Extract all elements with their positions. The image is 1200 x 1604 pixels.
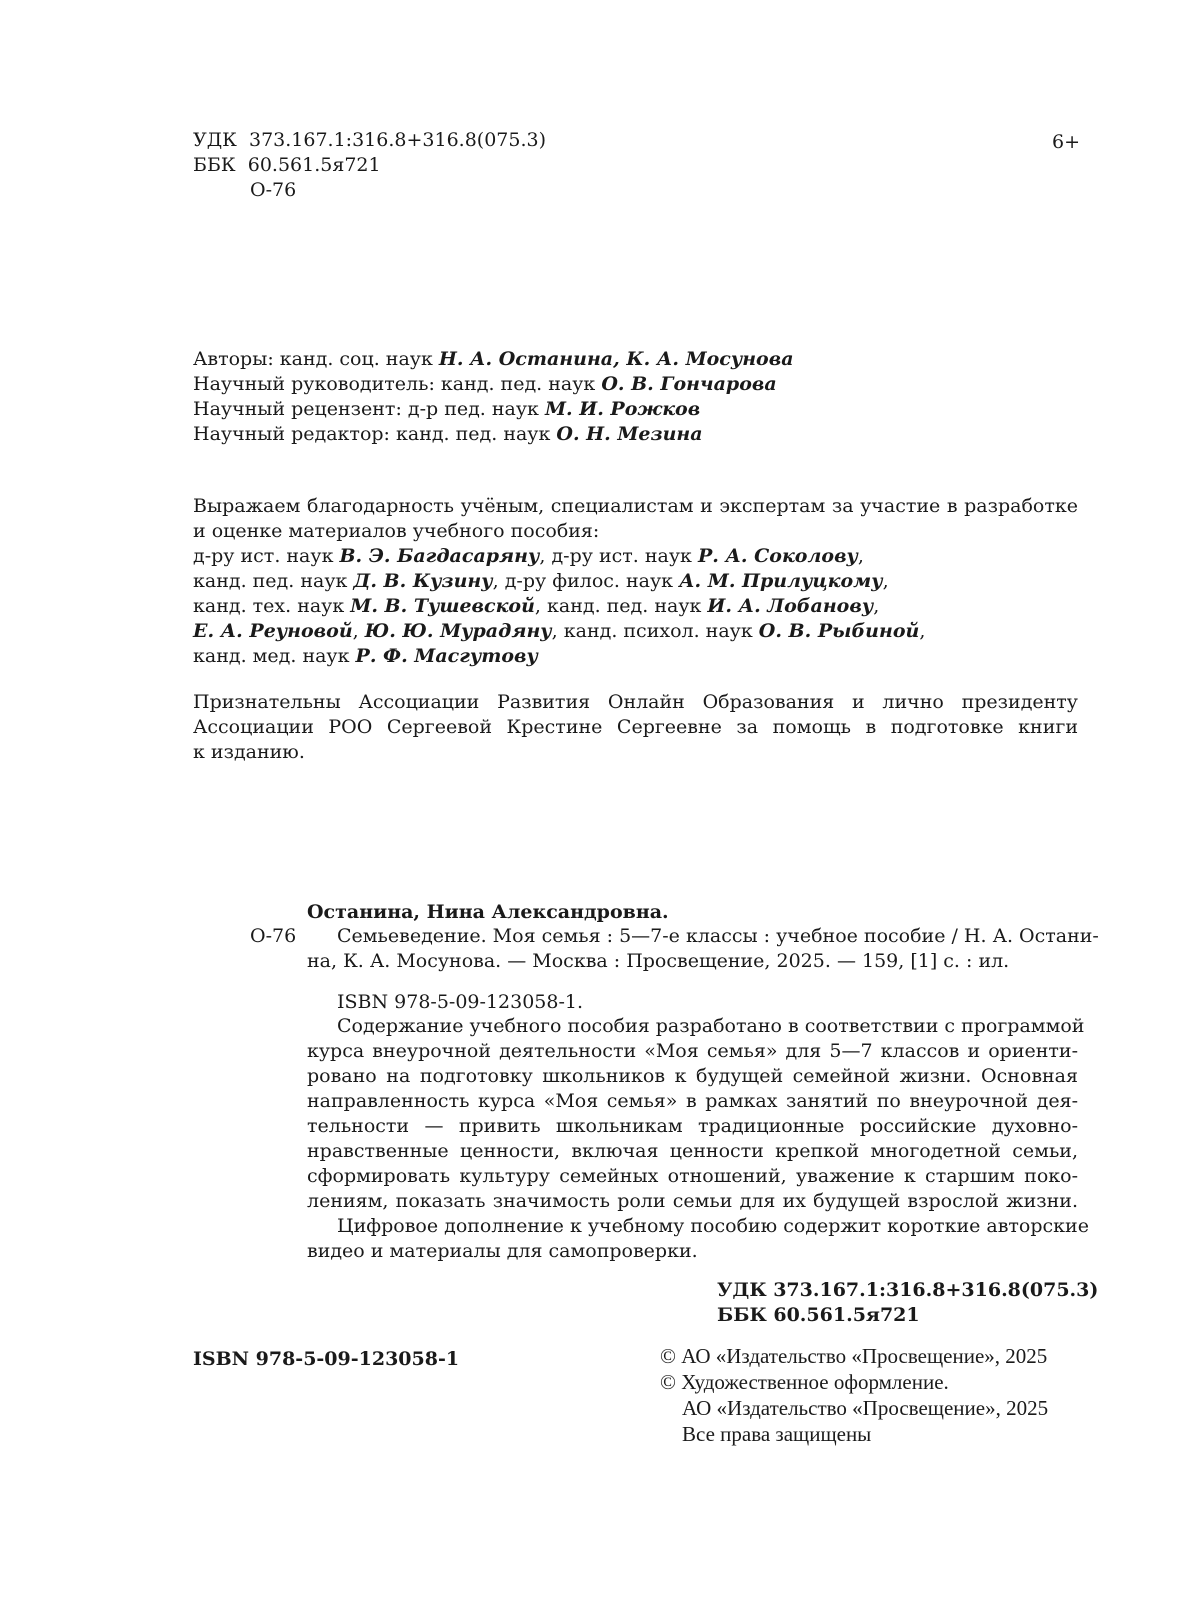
ack-line <box>193 594 1078 619</box>
credit-names: Н. А. Останина, К. А. Мосунова <box>438 348 794 370</box>
copyright-line3: АО «Издательство «Просвещение», 2025 <box>682 1396 1049 1420</box>
ack-line <box>193 544 1078 569</box>
thanks-line3: к изданию. <box>193 741 305 763</box>
ack-line <box>193 569 1078 594</box>
credit-role: Научный редактор: канд. пед. наук <box>193 423 557 445</box>
ack-degree-text: канд. мед. наук <box>193 645 356 667</box>
abstract-line: Содержание учебного пособия разработано в соответствии с программой <box>337 1015 1085 1037</box>
bbk-top <box>193 153 381 178</box>
bbk-label: ББК <box>193 154 236 176</box>
footer-isbn: ISBN 978-5-09-123058-1 <box>193 1348 460 1370</box>
abstract-line: сформировать культуру семейных отношений, уважение к старшим поко- <box>307 1165 1078 1187</box>
thanks-line2: Ассоциации РОО Сергеевой Крестине Сергеевне за помощь в подготовке книги <box>193 716 1078 738</box>
udk-value: 373.167.1:316.8+316.8(075.3) <box>248 129 547 151</box>
ack-person-name: Р. Ф. Масгутову <box>355 645 538 667</box>
ack-degree-text: канд. тех. наук <box>193 595 351 617</box>
catalog-abstract <box>307 1014 1089 1264</box>
ack-person-name: А. М. Прилуцкому <box>679 570 883 592</box>
author-mark-top: О-76 <box>250 179 297 201</box>
abstract-line: лениям, показать значимость роли семьи для их будущей взрослой жизни. <box>307 1190 1078 1212</box>
digital-line1: Цифровое дополнение к учебному пособию содержит короткие авторские <box>337 1215 1089 1237</box>
ack-degree-text: , д-ру ист. наук <box>539 545 698 567</box>
ack-person-name: О. В. Рыбиной <box>758 620 920 642</box>
ack-person-name: Ю. Ю. Мурадяну <box>364 620 552 642</box>
ack-person-name: И. А. Лобанову <box>707 595 874 617</box>
ack-degree-text: , <box>873 595 880 617</box>
ack-degree-text: , <box>857 545 864 567</box>
copyright-block <box>660 1343 1048 1447</box>
credit-role: Научный руководитель: канд. пед. наук <box>193 373 602 395</box>
ack-degree-text: , <box>352 620 365 642</box>
udk-top <box>193 128 546 153</box>
ack-person-name: Е. А. Реуновой <box>193 620 353 642</box>
thanks-line1: Признательны Ассоциации Развития Онлайн Образования и лично президенту <box>193 691 1078 713</box>
credit-role: Научный рецензент: д-р пед. наук <box>193 398 545 420</box>
credit-authors <box>193 347 794 372</box>
acknowledgements <box>193 494 1078 669</box>
ack-intro-line2: и оценке материалов учебного пособия: <box>193 520 600 542</box>
thanks-block <box>193 690 1078 765</box>
catalog-title-line1: Семьеведение. Моя семья : 5—7-е классы : учебное пособие / Н. А. Остани- <box>337 925 1099 947</box>
digital-line2: видео и материалы для самопроверки. <box>307 1240 698 1262</box>
catalog-isbn: ISBN 978-5-09-123058-1. <box>337 991 584 1013</box>
bbk-value: 60.561.5я721 <box>247 154 381 176</box>
ack-degree-text: , <box>919 620 926 642</box>
ack-line <box>193 644 1078 669</box>
ack-line <box>193 619 1078 644</box>
credit-editor <box>193 422 794 447</box>
ack-degree-text: канд. пед. наук <box>193 570 354 592</box>
catalog-author-heading: Останина, Нина Александровна. <box>307 901 669 923</box>
copyright-line1: © АО «Издательство «Просвещение», 2025 <box>660 1344 1048 1368</box>
ack-person-name: Р. А. Соколову <box>697 545 858 567</box>
udk-bottom: УДК 373.167.1:316.8+316.8(075.3) <box>717 1279 1099 1301</box>
catalog-mark: О-76 <box>250 925 297 947</box>
udk-label: УДК <box>193 129 237 151</box>
credit-role: Авторы: канд. соц. наук <box>193 348 439 370</box>
credit-reviewer <box>193 397 794 422</box>
age-rating: 6+ <box>1052 131 1081 153</box>
ack-degree-text: , д-ру филос. наук <box>492 570 680 592</box>
ack-degree-text: , канд. психол. наук <box>551 620 759 642</box>
ack-degree-text: д-ру ист. наук <box>193 545 340 567</box>
abstract-line: тельности — привить школьникам традиционные российские духовно- <box>307 1115 1078 1137</box>
credit-names: О. В. Гончарова <box>601 373 777 395</box>
ack-names-list <box>193 544 1078 669</box>
abstract-line: ровано на подготовку школьников к будущей семейной жизни. Основная <box>307 1065 1078 1087</box>
ack-degree-text: , канд. пед. наук <box>534 595 708 617</box>
catalog-title-line2: на, К. А. Мосунова. — Москва : Просвещение, 2025. — 159, [1] с. : ил. <box>307 950 1010 972</box>
ack-intro-line1: Выражаем благодарность учёным, специалистам и экспертам за участие в разработке <box>193 495 1078 517</box>
bbk-bottom: ББК 60.561.5я721 <box>717 1304 920 1326</box>
abstract-line: нравственные ценности, включая ценности крепкой многодетной семьи, <box>307 1140 1078 1162</box>
abstract-line: курса внеурочной деятельности «Моя семья» для 5—7 классов и ориенти- <box>307 1040 1078 1062</box>
ack-person-name: Д. В. Кузину <box>353 570 493 592</box>
credit-supervisor <box>193 372 794 397</box>
rights-line: Все права защищены <box>682 1422 872 1446</box>
ack-person-name: В. Э. Багдасаряну <box>339 545 540 567</box>
credit-names: М. И. Рожков <box>544 398 701 420</box>
ack-degree-text: , <box>882 570 889 592</box>
abstract-line: направленность курса «Моя семья» в рамках занятий по внеурочной дея- <box>307 1090 1078 1112</box>
credits-block <box>193 347 794 447</box>
credit-names: О. Н. Мезина <box>556 423 703 445</box>
copyright-line2: © Художественное оформление. <box>660 1370 949 1394</box>
ack-person-name: М. В. Тушевской <box>350 595 535 617</box>
